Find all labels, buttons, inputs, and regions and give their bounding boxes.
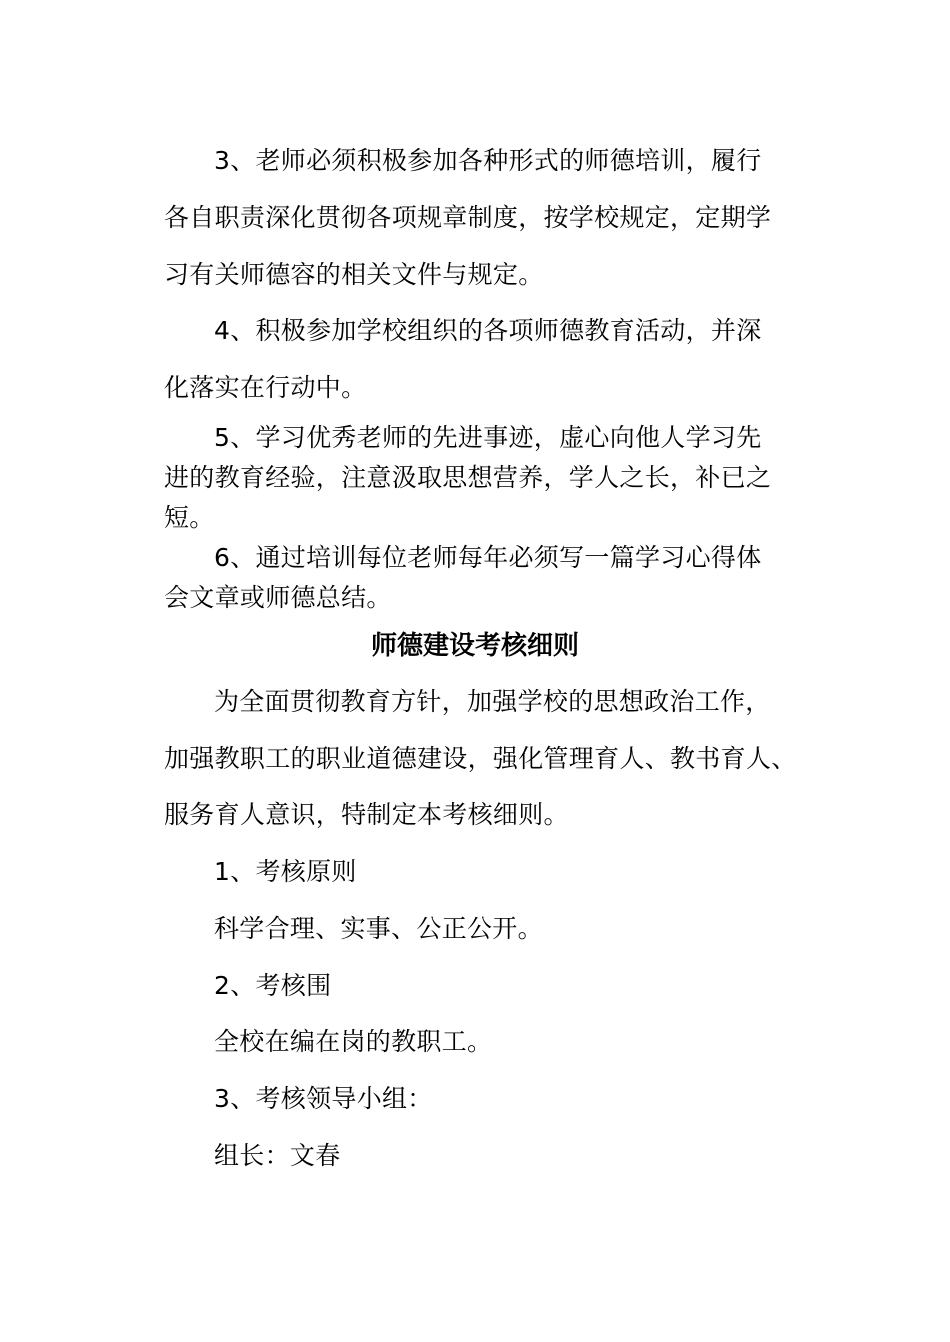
paragraph-line: 服务育人意识，特制定本考核细则。	[164, 800, 569, 829]
paragraph-line: 5、学习优秀老师的先进事迹，虚心向他人学习先	[214, 423, 762, 452]
paragraph-line: 3、老师必须积极参加各种形式的师德培训，履行	[214, 146, 762, 175]
paragraph-line: 4、积极参加学校组织的各项师德教育活动，并深	[214, 316, 762, 345]
paragraph-line: 化落实在行动中。	[164, 373, 367, 402]
paragraph-line: 短。	[164, 503, 215, 532]
paragraph-line: 进的教育经验，注意汲取思想营养，学人之长，补已之	[164, 463, 772, 492]
paragraph-line: 习有关师德容的相关文件与规定。	[164, 260, 544, 289]
section-title: 师德建设考核细则	[370, 631, 579, 661]
paragraph-line: 组长：文春	[214, 1141, 341, 1170]
paragraph-line: 加强教职工的职业道德建设，强化管理育人、教书育人、	[164, 744, 797, 773]
paragraph-line: 全校在编在岗的教职工。	[214, 1027, 493, 1056]
paragraph-line: 1、考核原则	[214, 857, 357, 886]
paragraph-line: 科学合理、实事、公正公开。	[214, 914, 543, 943]
paragraph-line: 各自职责深化贯彻各项规章制度，按学校规定，定期学	[164, 203, 772, 232]
paragraph-line: 会文章或师德总结。	[164, 583, 392, 612]
paragraph-line: 6、通过培训每位老师每年必须写一篇学习心得体	[214, 543, 762, 572]
paragraph-line: 3、考核领导小组：	[214, 1084, 433, 1113]
paragraph-line: 2、考核围	[214, 971, 332, 1000]
paragraph-line: 为全面贯彻教育方针，加强学校的思想政治工作，	[214, 687, 771, 716]
